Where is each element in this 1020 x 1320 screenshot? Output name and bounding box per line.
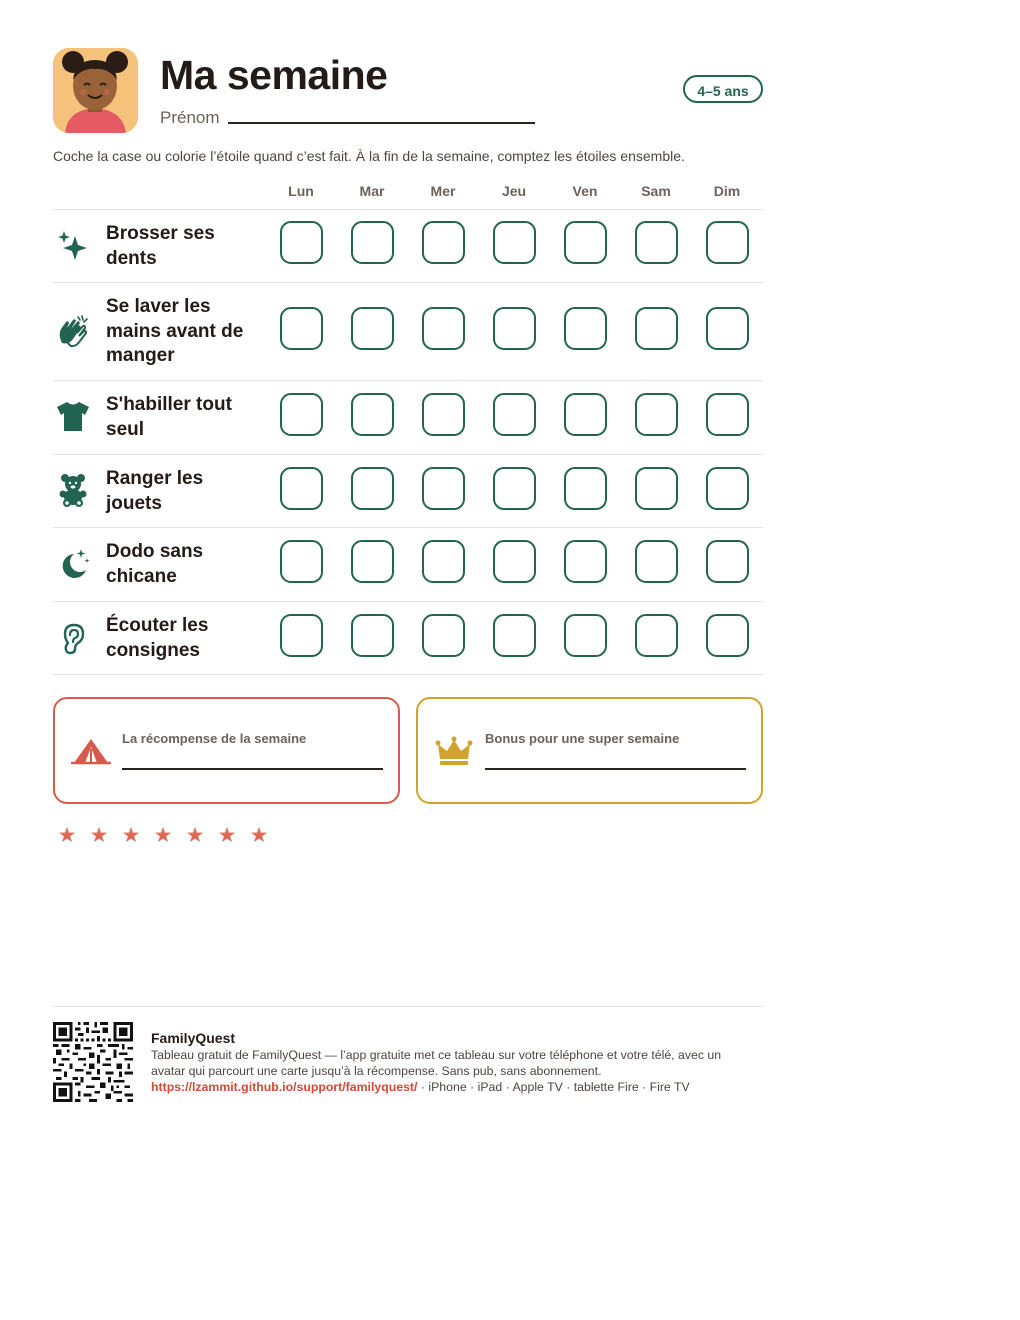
day-checkbox[interactable] bbox=[706, 393, 749, 436]
day-checkbox[interactable] bbox=[706, 540, 749, 583]
tent-icon bbox=[71, 735, 111, 767]
footer-description: Tableau gratuit de FamilyQuest — l’app gratuite met ce tableau sur votre téléphone et votre télé, avec un avatar qui parcourt une carte jusqu’à la récompense. Sans pub, sans abonnement. bbox=[151, 1048, 722, 1078]
weekly-reward-box bbox=[53, 697, 400, 804]
task-label: Ranger les jouets bbox=[106, 468, 204, 514]
ear-icon bbox=[55, 620, 91, 656]
day-checkbox[interactable] bbox=[706, 614, 749, 657]
day-checkbox[interactable] bbox=[422, 467, 465, 510]
weekly-reward-label: La récompense de la semaine bbox=[122, 731, 307, 746]
task-label: Se laver les mains avant de manger bbox=[106, 296, 244, 366]
bonus-reward-box bbox=[416, 697, 763, 804]
task-row bbox=[53, 283, 763, 381]
day-checkbox[interactable] bbox=[351, 540, 394, 583]
day-header-row bbox=[53, 183, 763, 210]
task-label: Dodo sans chicane bbox=[106, 541, 204, 587]
day-checkbox[interactable] bbox=[493, 614, 536, 657]
day-checkbox[interactable] bbox=[635, 307, 678, 350]
day-checkbox[interactable] bbox=[351, 307, 394, 350]
task-row bbox=[53, 210, 763, 283]
day-checkbox[interactable] bbox=[280, 540, 323, 583]
task-row bbox=[53, 528, 763, 602]
day-checkbox[interactable] bbox=[564, 221, 607, 264]
day-checkbox[interactable] bbox=[635, 467, 678, 510]
day-header: Dim bbox=[713, 183, 741, 199]
day-checkbox[interactable] bbox=[493, 307, 536, 350]
page-title: Ma semaine bbox=[160, 52, 388, 98]
day-checkbox[interactable] bbox=[351, 614, 394, 657]
moon-stars-icon bbox=[55, 546, 91, 582]
day-header: Ven bbox=[572, 183, 598, 199]
day-checkbox[interactable] bbox=[635, 393, 678, 436]
day-checkbox[interactable] bbox=[493, 221, 536, 264]
star-icon[interactable]: ★ bbox=[185, 824, 205, 847]
day-checkbox[interactable] bbox=[635, 614, 678, 657]
name-label: Prénom bbox=[160, 108, 220, 127]
day-checkbox[interactable] bbox=[564, 307, 607, 350]
day-checkbox[interactable] bbox=[422, 393, 465, 436]
footer-divider bbox=[53, 1006, 763, 1007]
name-field-line[interactable] bbox=[228, 122, 535, 124]
sparkles-icon bbox=[55, 228, 91, 264]
star-icon[interactable]: ★ bbox=[217, 824, 237, 847]
day-header: Lun bbox=[288, 183, 314, 199]
tshirt-icon bbox=[55, 398, 91, 434]
platform-list: · iPhone · iPad · Apple TV · tablette Fire · Fire TV bbox=[417, 1080, 690, 1094]
day-header: Mar bbox=[359, 183, 385, 199]
star-icon[interactable]: ★ bbox=[89, 824, 109, 847]
day-checkbox[interactable] bbox=[351, 467, 394, 510]
day-header: Mer bbox=[430, 183, 456, 199]
day-checkbox[interactable] bbox=[564, 540, 607, 583]
day-checkbox[interactable] bbox=[422, 540, 465, 583]
task-row bbox=[53, 381, 763, 455]
day-checkbox[interactable] bbox=[422, 221, 465, 264]
brand-name: FamilyQuest bbox=[151, 1030, 236, 1046]
weekly-reward-field[interactable] bbox=[122, 768, 383, 770]
task-label: Écouter les consignes bbox=[106, 615, 209, 661]
day-checkbox[interactable] bbox=[351, 221, 394, 264]
day-checkbox[interactable] bbox=[280, 307, 323, 350]
age-badge: 4–5 ans bbox=[683, 75, 763, 103]
teddy-bear-icon bbox=[55, 472, 91, 508]
day-checkbox[interactable] bbox=[635, 540, 678, 583]
child-avatar bbox=[53, 48, 138, 133]
instructions-text: Coche la case ou colorie l’étoile quand c’est fait. À la fin de la semaine, comptez les étoiles ensemble. bbox=[53, 148, 685, 164]
support-link[interactable]: https://lzammit.github.io/support/familyquest/ bbox=[151, 1080, 418, 1094]
day-checkbox[interactable] bbox=[280, 467, 323, 510]
day-checkbox[interactable] bbox=[706, 307, 749, 350]
day-checkbox[interactable] bbox=[422, 614, 465, 657]
day-checkbox[interactable] bbox=[564, 393, 607, 436]
day-checkbox[interactable] bbox=[706, 221, 749, 264]
day-checkbox[interactable] bbox=[280, 221, 323, 264]
star-icon[interactable]: ★ bbox=[249, 824, 269, 847]
day-checkbox[interactable] bbox=[493, 393, 536, 436]
day-checkbox[interactable] bbox=[706, 467, 749, 510]
day-checkbox[interactable] bbox=[493, 467, 536, 510]
day-header: Jeu bbox=[501, 183, 527, 199]
day-checkbox[interactable] bbox=[493, 540, 536, 583]
task-row bbox=[53, 602, 763, 675]
task-label: Brosser ses dents bbox=[106, 223, 215, 269]
day-checkbox[interactable] bbox=[564, 614, 607, 657]
day-header: Sam bbox=[641, 183, 671, 199]
clapping-hands-icon bbox=[55, 313, 91, 349]
day-checkbox[interactable] bbox=[422, 307, 465, 350]
task-row bbox=[53, 455, 763, 528]
footer-links bbox=[151, 1080, 690, 1094]
star-icon[interactable]: ★ bbox=[57, 824, 77, 847]
qr-code-icon[interactable] bbox=[53, 1022, 133, 1102]
day-checkbox[interactable] bbox=[280, 614, 323, 657]
day-checkbox[interactable] bbox=[564, 467, 607, 510]
task-label: S'habiller tout seul bbox=[106, 394, 232, 440]
star-icon[interactable]: ★ bbox=[121, 824, 141, 847]
star-icon[interactable]: ★ bbox=[153, 824, 173, 847]
bonus-reward-field[interactable] bbox=[485, 768, 746, 770]
day-checkbox[interactable] bbox=[280, 393, 323, 436]
day-checkbox[interactable] bbox=[351, 393, 394, 436]
day-checkbox[interactable] bbox=[635, 221, 678, 264]
crown-icon bbox=[434, 735, 474, 767]
bonus-reward-label: Bonus pour une super semaine bbox=[485, 731, 680, 746]
